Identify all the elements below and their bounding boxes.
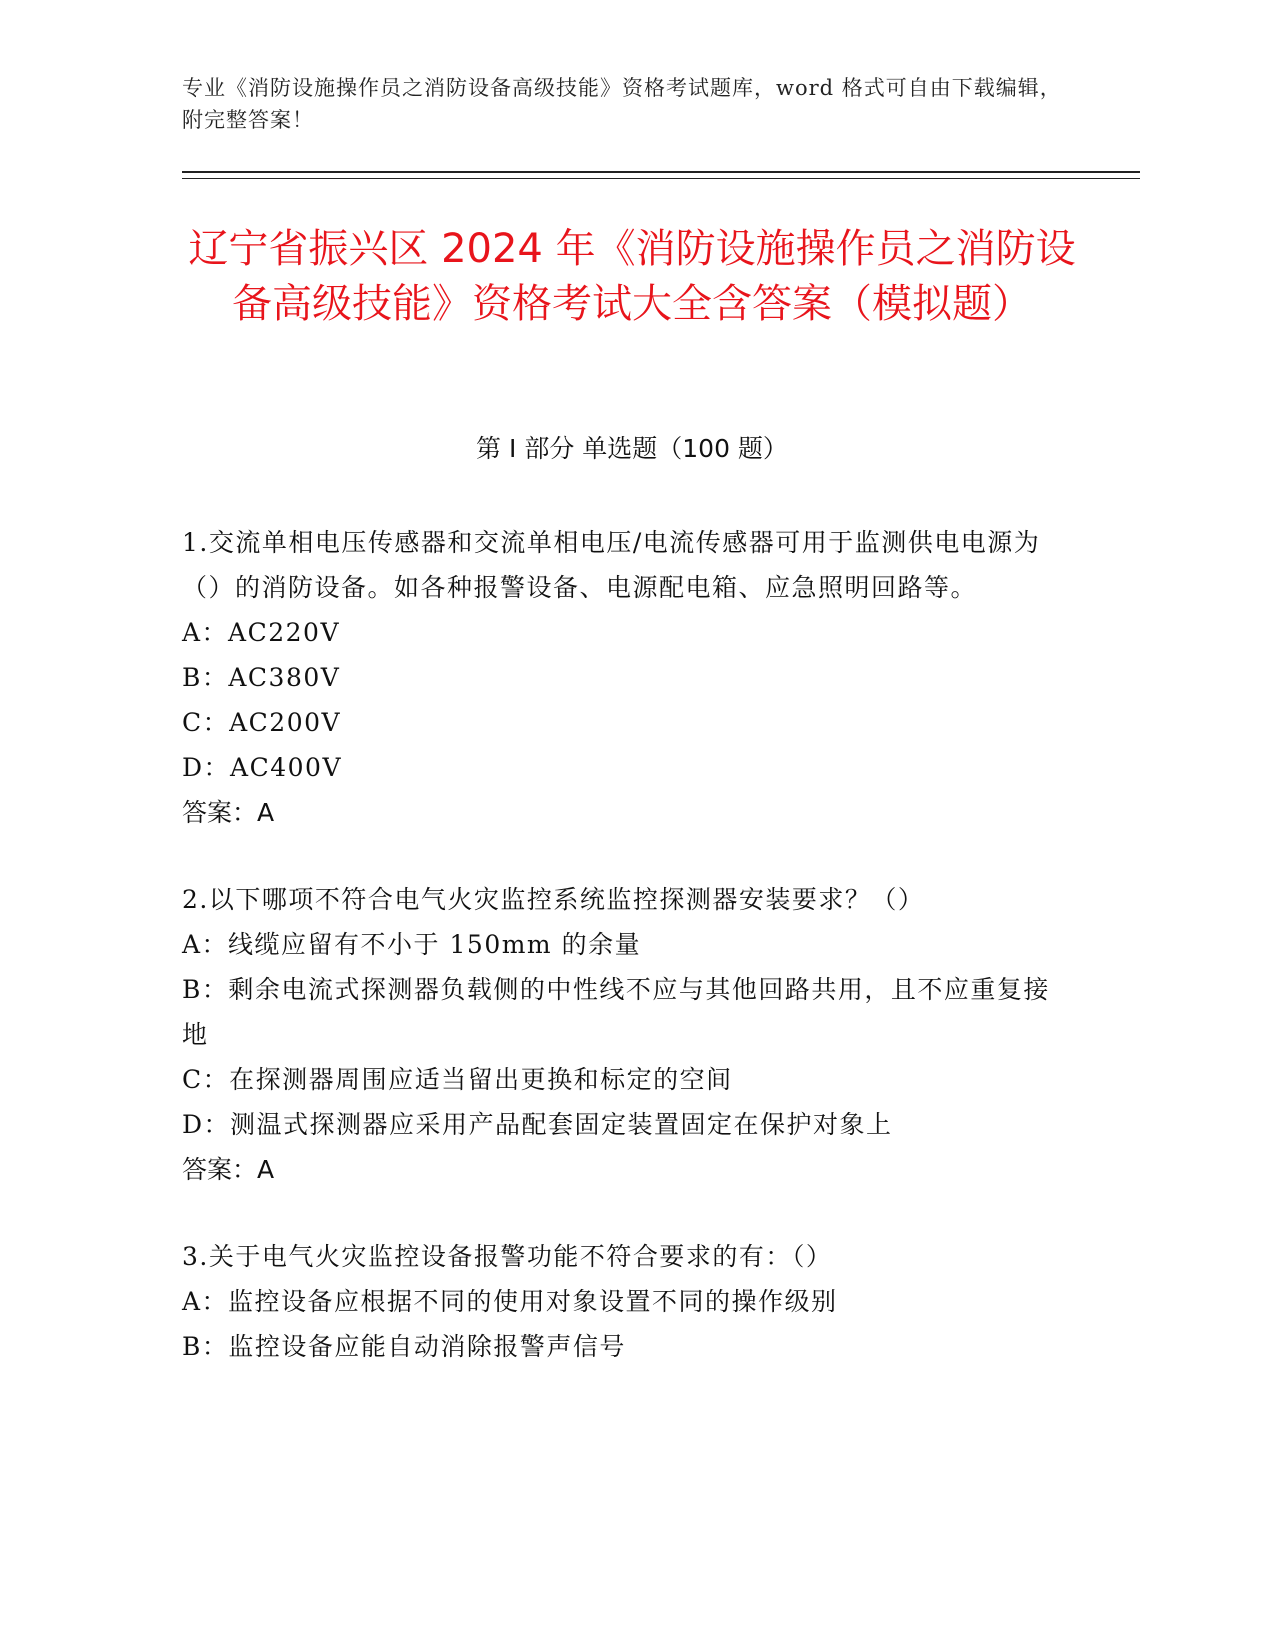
header-note: 专业《消防设施操作员之消防设备高级技能》资格考试题库，word 格式可自由下载编辑，附完整答案！ (182, 76, 1062, 132)
section-heading: 第 I 部分 单选题（100 题） (476, 434, 788, 463)
option-b: B：剩余电流式探测器负载侧的中性线不应与其他回路共用，且不应重复接地 (182, 975, 1050, 1049)
question-2 (182, 877, 1062, 1192)
answer-line: 答案：A (182, 1155, 275, 1184)
option-d: D：测温式探测器应采用产品配套固定装置固定在保护对象上 (182, 1110, 893, 1139)
header-divider-thick (182, 171, 1140, 173)
header-divider-thin (182, 178, 1140, 179)
question-stem: 2.以下哪项不符合电气火灾监控系统监控探测器安装要求？（） (182, 885, 925, 914)
option-b: B：监控设备应能自动消除报警声信号 (182, 1332, 626, 1361)
option-c: C：AC200V (182, 708, 342, 737)
option-b: B：AC380V (182, 663, 341, 692)
option-c: C：在探测器周围应适当留出更换和标定的空间 (182, 1065, 733, 1094)
option-a: A：AC220V (182, 618, 341, 647)
question-1 (182, 520, 1062, 835)
answer-line: 答案：A (182, 798, 275, 827)
option-a: A：监控设备应根据不同的使用对象设置不同的操作级别 (182, 1287, 838, 1316)
question-list (182, 520, 1062, 1411)
question-stem: 3.关于电气火灾监控设备报警功能不符合要求的有：（） (182, 1242, 833, 1271)
question-stem: 1.交流单相电压传感器和交流单相电压/电流传感器可用于监测供电电源为（）的消防设备。如各种报警设备、电源配电箱、应急照明回路等。 (182, 528, 1041, 602)
option-a: A：线缆应留有不小于 150mm 的余量 (182, 930, 642, 959)
option-d: D：AC400V (182, 753, 342, 782)
document-title: 辽宁省振兴区 2024 年《消防设施操作员之消防设备高级技能》资格考试大全含答案（模拟题） (188, 226, 1076, 327)
question-3 (182, 1234, 1062, 1369)
